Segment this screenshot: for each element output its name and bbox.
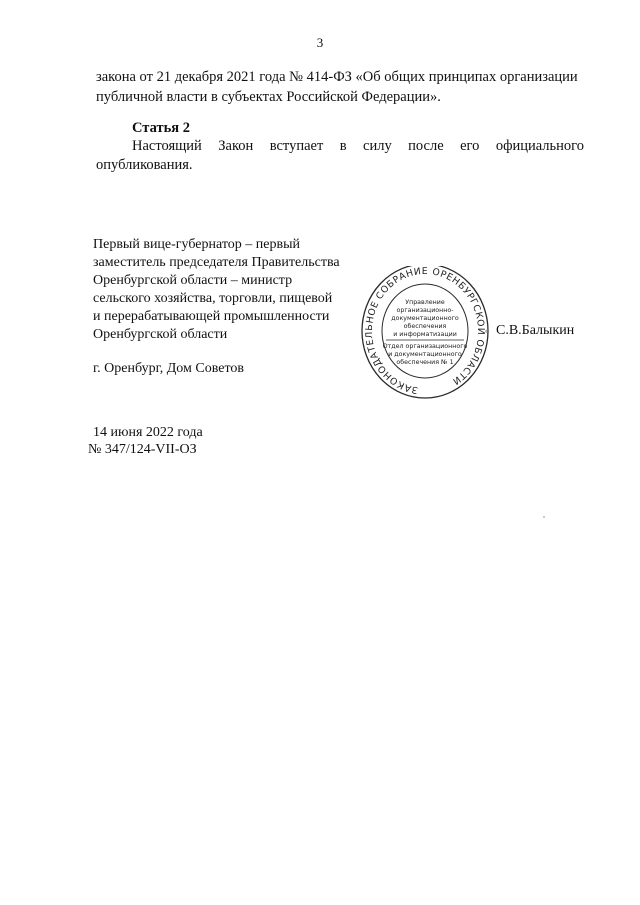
signer-position-line: и перерабатывающей промышленности (93, 309, 330, 324)
seal-inner-line: обеспечения (403, 323, 447, 330)
document-date: 14 июня 2022 года (93, 425, 203, 440)
seal-inner-line: документационного (391, 315, 459, 322)
seal-inner-line: Отдел организационного (382, 343, 468, 350)
article-text: Настоящий Закон вступает в силу после его официального опубликования. (96, 138, 584, 173)
seal-inner-line: и документационного (388, 351, 462, 358)
article-title: Статья 2 (132, 120, 190, 136)
signer-position-line: заместитель председателя Правительства (93, 255, 340, 270)
signer-position (93, 236, 373, 344)
signer-position-line: Оренбургской области (93, 327, 228, 342)
seal-inner-line: организационно- (396, 307, 454, 314)
scan-speck (543, 516, 545, 518)
signer-name: С.В.Балыкин (496, 323, 575, 338)
paragraph-continuation: закона от 21 декабря 2021 года № 414-ФЗ «Об общих принципах организации публичной власти в субъектах Российской Федерации». (96, 69, 578, 105)
official-seal (360, 266, 490, 406)
seal-ring-text: ЗАКОНОДАТЕЛЬНОЕ СОБРАНИЕ ОРЕНБУРГСКОЙ ОБЛАСТИ (363, 266, 487, 396)
seal-inner-line: Управление (405, 299, 445, 306)
signer-position-line: сельского хозяйства, торговли, пищевой (93, 291, 333, 306)
signing-place: г. Оренбург, Дом Советов (93, 361, 244, 376)
document-number: № 347/124-VII-ОЗ (88, 442, 197, 457)
seal-inner-line: обеспечения № 1 (396, 359, 454, 366)
signer-position-line: Первый вице-губернатор – первый (93, 237, 301, 252)
page-number: 3 (316, 35, 324, 50)
seal-inner-line: и информатизации (393, 331, 457, 338)
signer-position-line: Оренбургской области – министр (93, 273, 293, 288)
